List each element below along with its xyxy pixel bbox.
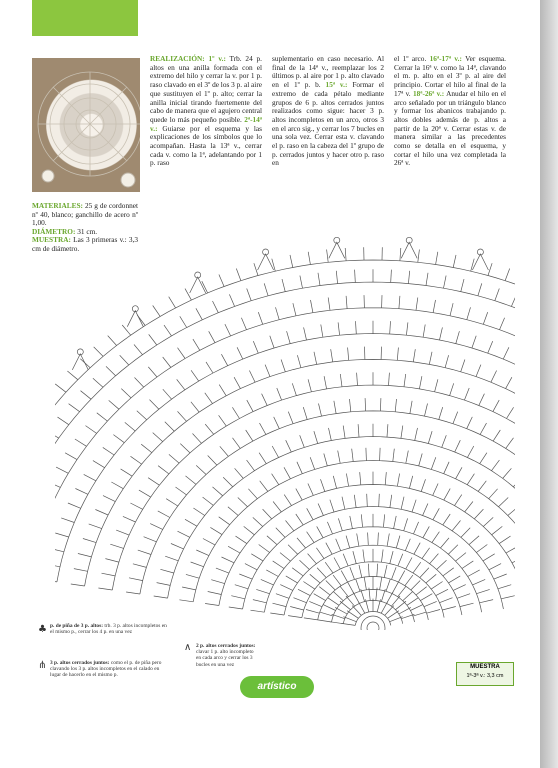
col3-text-a: el 1º arco. <box>394 54 427 63</box>
round-15-text: Formar el extremo de cada pétalo mediante grupos de 6 p. altos cerrados juntos realizados como sigue: hacer 3 p. altos incompletos en un arco, otros 3 en el arco sig., y cerrar los 7 bucles en una sola vez. Cerrar esta v. clavando el p. raso en la cabeza del 1º grupo de p. cerrados juntos y hacer otro p. raso en <box>272 80 384 168</box>
legend-item-2-title: 3 p. altos cerrados juntos: <box>50 660 110 666</box>
round-1-text: Trb. 24 p. altos en una anilla formada con el extremo del hilo y cerrar la v. por 1 p. raso clavado en el 3º de los 3 p. al aire que sustituyen el 1º p. alto; cerrar la anilla inicial tirando fuertemente del cabo de manera que el agujero central quede lo más pequeño posible. <box>150 54 262 124</box>
pineapple-stitch-icon: ♣ <box>38 624 47 635</box>
legend-item-3 <box>196 643 258 668</box>
legend-item-1-text: trb. 3 p. altos incompletos en el mismo p., cerrar los 4 p. en una vez <box>50 623 167 636</box>
sample-label: MUESTRA: <box>32 235 71 245</box>
legend-item-1 <box>50 623 170 635</box>
three-tr-cluster-icon: ⋔ <box>38 660 47 671</box>
instructions-column-3 <box>394 55 506 168</box>
legend-item-2 <box>50 660 170 679</box>
sample-box-title: MUESTRA <box>470 664 500 670</box>
round-2-14-heading: 2ª-14ª v.: <box>150 114 262 133</box>
realizacion-label: REALIZACIÓN: <box>150 54 205 63</box>
diameter-label: DIÁMETRO: <box>32 226 76 236</box>
round-2-14-text: Guiarse por el esquema y las explicaciones de los símbolos que lo acompañan. Hasta la 13ª v., cerrar cada v. como la 1ª, adelantando por 1 p. raso <box>150 123 262 168</box>
round-16-17-text: Ver esquema. Cerrar la 16ª v. como la 14ª, clavando el m. p. alto en el 3º p. al aire del principio. Cortar el hilo al final de la 17ª v. <box>394 54 506 98</box>
sample-text: Las 3 primeras v.: 3,3 cm de diámetro. <box>32 235 138 253</box>
page-edge-shadow <box>540 0 558 768</box>
round-15-heading: 15ª v.: <box>325 80 348 90</box>
legend-item-3-title: 2 p. altos cerrados juntos: <box>196 643 256 649</box>
crochet-chart-diagram <box>55 210 515 630</box>
brand-logo: artístico <box>240 676 314 698</box>
round-18-26-text: Anudar el hilo en el arco señalado por un triángulo blanco y formar los abanicos trabajando p. altos dobles además de p. altos a partir de la 20ª v. Cerrar estas v. de manera similar a las precedentes como se detalla en el esquema, y cortar el hilo una vez completada la 26ª v. <box>394 88 507 168</box>
header-accent-bar <box>32 0 138 36</box>
col2-text-a: suplementario en caso necesario. Al final de la 14ª v., reemplazar los 2 últimos p. al aire por 1 p. alto clavado en el 1º p. b. <box>272 54 384 90</box>
materials-label: MATERIALES: <box>32 201 83 210</box>
round-1-heading: 1º v.: <box>208 54 226 63</box>
two-tr-cluster-icon: ∧ <box>184 642 192 653</box>
legend-item-3-text: clavar 1 p. alto incompleto en cada arco y cerrar los 3 bucles en una vez <box>196 649 254 668</box>
legend-item-2-text: como el p. de piña pero clavando los 3 p. altos incompletos en el calado en lugar de hacerlo en el mismo p. <box>50 660 162 679</box>
diameter-text: 31 cm. <box>77 226 98 236</box>
legend-item-1-title: p. de piña de 3 p. altos: <box>50 623 104 629</box>
instructions-column-2 <box>272 55 384 168</box>
instructions-column-1 <box>150 55 262 168</box>
doily-photo <box>32 58 140 192</box>
round-16-17-heading: 16ª-17ª v.: <box>429 54 462 63</box>
materials-text: 25 g de cordonnet nº 40, blanco; ganchillo de acero nº 1,00. <box>32 201 139 228</box>
sample-box-size: 1ª-3ª v.: 3,3 cm <box>466 673 504 679</box>
round-18-26-heading: 18ª-26ª v.: <box>412 88 445 98</box>
sample-box <box>456 662 514 686</box>
